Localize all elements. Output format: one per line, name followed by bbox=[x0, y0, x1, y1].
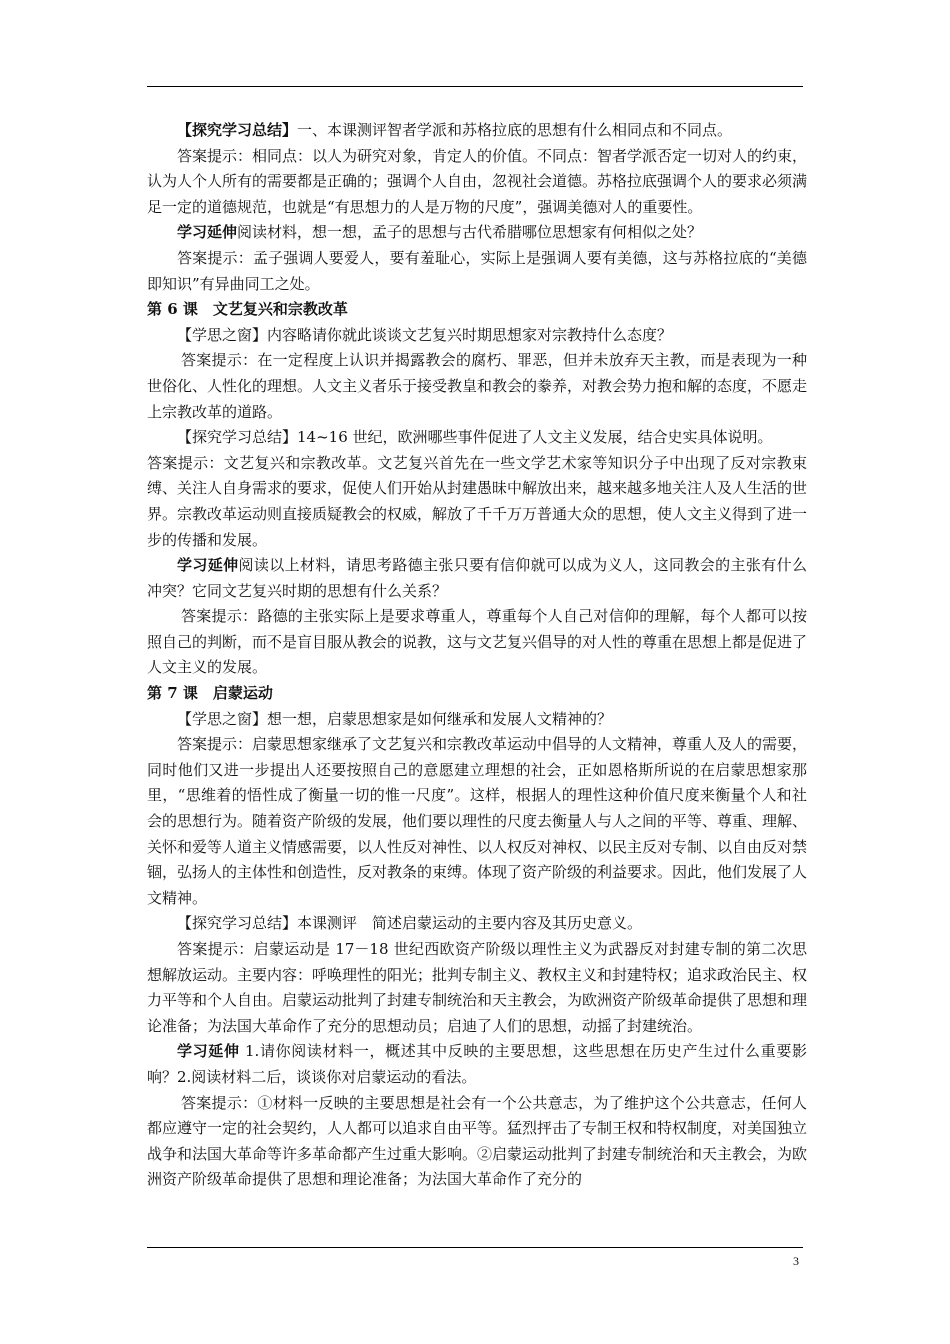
question-paragraph: 【学思之窗】想一想，启蒙思想家是如何继承和发展人文精神的？ bbox=[177, 709, 613, 728]
question-paragraph: 【探究学习总结】14~16 世纪，欧洲哪些事件促进了人文主义发展，结合史实具体说明。 bbox=[177, 428, 773, 447]
question-text: 一、本课测评智者学派和苏格拉底的思想有什么相同点和不同点。 bbox=[297, 121, 733, 139]
answer-paragraph: 答案提示：在一定程度上认识并揭露教会的腐朽、罪恶，但并未放弃天主教，而是表现为一种世俗化、人性化的理想。人文主义者乐于接受教皇和教会的豢养，对教会势力抱和解的态度，不愿走上宗教改革的道路。 bbox=[147, 351, 808, 421]
paragraph bbox=[147, 220, 807, 246]
header-rule bbox=[147, 86, 803, 87]
lesson-heading: 第 7 课 启蒙运动 bbox=[147, 684, 273, 703]
answer-paragraph: 答案提示：相同点：以人为研究对象，肯定人的价值。不同点：智者学派否定一切对人的约束，认为人个人所有的需要都是正确的；强调个人自由，忽视社会道德。苏格拉底强调个人的要求必须满足一定的道德规范，也就是“有思想力的人是万物的尺度”，强调美德对人的重要性。 bbox=[147, 146, 808, 216]
question-paragraph: 【学思之窗】内容略请你就此谈谈文艺复兴时期思想家对宗教持什么态度？ bbox=[177, 325, 673, 344]
question-text: 1.请你阅读材料一，概述其中反映的主要思想，这些思想在历史产生过什么重要影响？2.阅读材料二后，谈谈你对启蒙运动的看法。 bbox=[147, 1042, 807, 1086]
section-label: 学习延伸 bbox=[177, 223, 238, 242]
answer-paragraph: 答案提示：路德的主张实际上是要求尊重人，尊重每个人自己对信仰的理解，每个人都可以按照自己的判断，而不是盲目服从教会的说教，这与文艺复兴倡导的对人性的尊重在思想上都是促进了人文主义的发展。 bbox=[147, 607, 808, 677]
question-paragraph: 【探究学习总结】本课测评 简述启蒙运动的主要内容及其历史意义。 bbox=[177, 914, 643, 933]
section-label: 学习延伸 bbox=[177, 556, 239, 575]
footer-rule bbox=[147, 1247, 803, 1248]
answer-paragraph: 答案提示：文艺复兴和宗教改革。文艺复兴首先在一些文学艺术家等知识分子中出现了反对宗教束缚、关注人自身需求的要求，促使人们开始从封建愚昧中解放出来，越来越多地关注人及人生活的世界。宗教改革运动则直接质疑教会的权威，解放了千千万万普通大众的思想，使人文主义得到了进一步的传播和发展。 bbox=[147, 453, 808, 549]
document-body bbox=[147, 118, 807, 1193]
paragraph bbox=[147, 1039, 807, 1090]
page-number: 3 bbox=[793, 1254, 799, 1268]
answer-paragraph: 答案提示：①材料一反映的主要思想是社会有一个公共意志，为了维护这个公共意志，任何人都应遵守一定的社会契约，人人都可以追求自由平等。猛烈抨击了专制王权和特权制度，对美国独立战争和法国大革命等许多革命都产生过重大影响。②启蒙运动批判了封建专制统治和天主教会，为欧洲资产阶级革命提供了思想和理论准备；为法国大革命作了充分的 bbox=[147, 1093, 808, 1189]
question-text: 阅读材料，想一想，孟子的思想与古代希腊哪位思想家有何相似之处？ bbox=[237, 223, 703, 242]
question-text: 阅读以上材料，请思考路德主张只要有信仰就可以成为义人，这同教会的主张有什么冲突？它同文艺复兴时期的思想有什么关系？ bbox=[147, 556, 807, 600]
section-label: 学习延伸 bbox=[177, 1042, 240, 1061]
paragraph bbox=[147, 553, 807, 604]
answer-paragraph: 答案提示：启蒙运动是 17－18 世纪西欧资产阶级以理性主义为武器反对封建专制的第二次思想解放运动。主要内容：呼唤理性的阳光；批判专制主义、教权主义和封建特权；追求政治民主、权力平等和个人自由。启蒙运动批判了封建专制统治和天主教会，为欧洲资产阶级革命提供了思想和理论准备；为法国大革命作了充分的思想动员；启迪了人们的思想，动摇了封建统治。 bbox=[147, 940, 808, 1035]
answer-paragraph: 答案提示：孟子强调人要爱人，要有羞耻心，实际上是强调人要有美德，这与苏格拉底的“美德即知识”有异曲同工之处。 bbox=[147, 248, 807, 293]
lesson-heading: 第 6 课 文艺复兴和宗教改革 bbox=[147, 300, 348, 319]
section-label: 【探究学习总结】 bbox=[177, 121, 298, 139]
answer-paragraph: 答案提示：启蒙思想家继承了文艺复兴和宗教改革运动中倡导的人文精神，尊重人及人的需要，同时他们又进一步提出人还要按照自己的意愿建立理想的社会，正如恩格斯所说的在启蒙思想家那里，“思维着的悟性成了衡量一切的惟一尺度”。这样，根据人的理性这种价值尺度来衡量个人和社会的思想行为。随着资产阶级的发展，他们要以理性的尺度去衡量人与人之间的平等、尊重、理解、关怀和爱等人道主义情感需要，以人性反对神性、以人权反对神权、以民主反对专制、以自由反对禁锢，弘扬人的主体性和创造性，反对教条的束缚。体现了资产阶级的利益要求。因此，他们发展了人文精神。 bbox=[147, 735, 808, 907]
paragraph bbox=[147, 118, 807, 144]
